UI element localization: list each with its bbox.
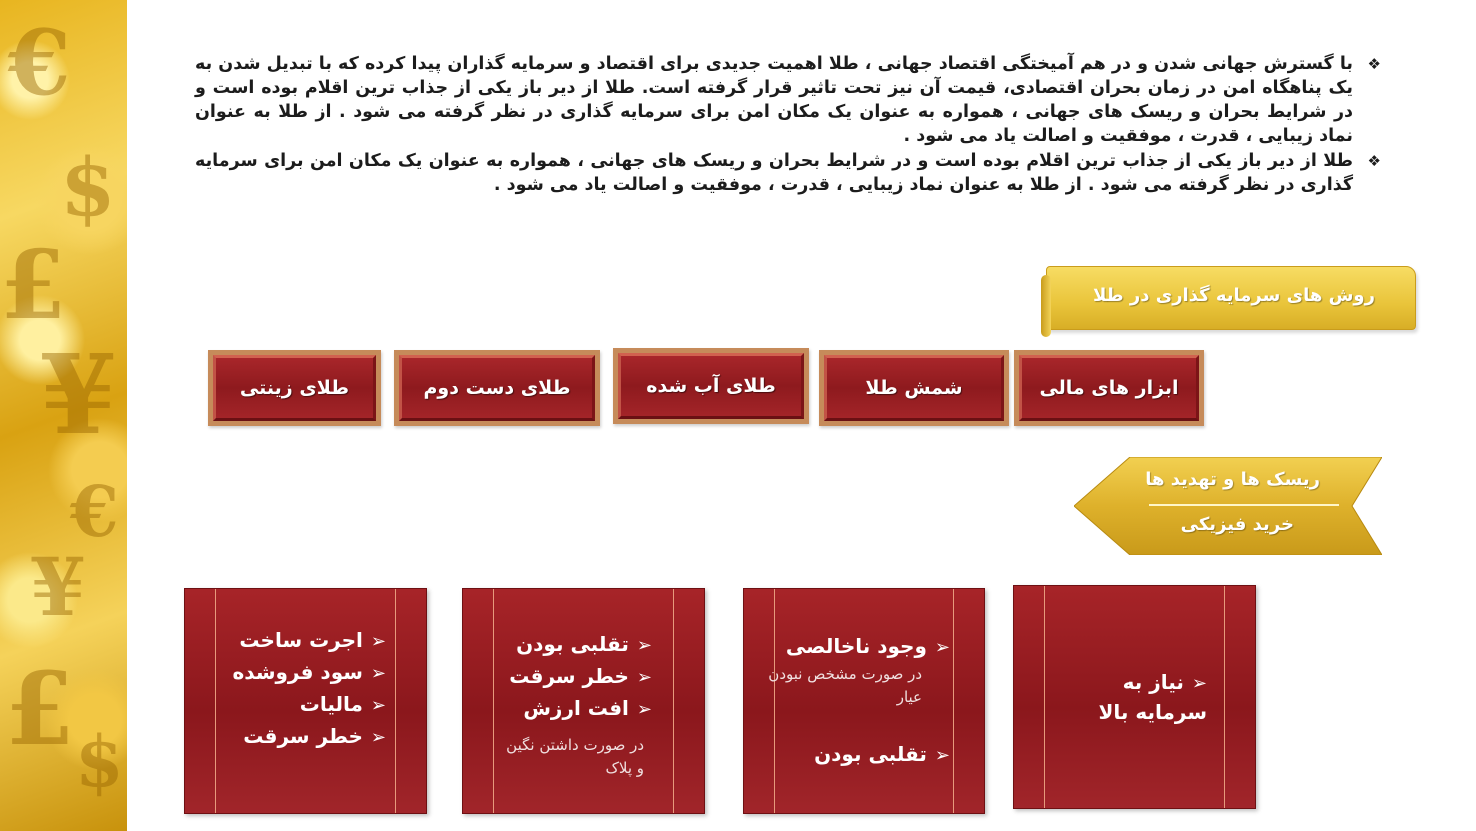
risks-arrow <box>1074 457 1382 555</box>
column-line <box>673 589 674 813</box>
arrow-bullet-icon: ➢ <box>934 745 950 766</box>
risk-note: در صورت مشخص نبودن عیار <box>768 665 922 706</box>
method-label: شمش طلا <box>865 377 963 399</box>
dollar-symbol-icon: $ <box>75 720 124 803</box>
intro-paragraph-text: طلا از دیر باز یکی از جذاب ترین اقلام بوده است و در شرایط بحران و ریسک های جهانی ، همواره به عنوان یک مکان امن برای سرمایه گذاری در نظر گرفته می شود . از طلا به عنوان نماد زیبایی ، قدرت ، موفقیت و اصالت یاد می شود . <box>195 151 1353 195</box>
method-label: طلای آب شده <box>646 375 776 397</box>
arrow-bullet-icon: ➢ <box>636 635 652 656</box>
method-melted-gold <box>613 348 809 424</box>
risk-item-text: نیاز به سرمایه بالا <box>1098 670 1207 724</box>
risk-item-text: مالیات <box>299 692 363 716</box>
method-face <box>213 355 376 421</box>
method-label: طلای دست دوم <box>423 377 571 399</box>
intro-paragraph <box>195 52 1381 148</box>
column-line <box>395 589 396 813</box>
arrow-bullet-icon: ➢ <box>370 663 386 684</box>
method-label: ابزار های مالی <box>1039 377 1179 399</box>
list-item <box>760 631 950 663</box>
diamond-bullet-icon: ❖ <box>1367 152 1381 170</box>
euro-symbol-icon: € <box>70 470 119 553</box>
banner-title: روش های سرمایه گذاری در طلا <box>1092 285 1375 306</box>
list-item <box>1047 668 1207 726</box>
euro-symbol-icon: € <box>8 10 71 116</box>
risk-box-jewelry <box>184 588 427 814</box>
pound-symbol-icon: £ <box>0 230 67 341</box>
method-jewelry-gold <box>208 350 381 426</box>
risk-list <box>760 631 950 663</box>
risk-box-financial <box>1013 585 1256 809</box>
risk-item-text: سود فروشده <box>232 660 363 684</box>
arrow-bottom-label: خرید فیزیکی <box>1180 514 1294 535</box>
list-item <box>492 693 652 725</box>
risk-item-text: تقلبی بودن <box>516 632 629 656</box>
arrow-bullet-icon: ➢ <box>1191 673 1207 694</box>
method-face <box>824 355 1004 421</box>
investment-methods-banner <box>1046 266 1416 330</box>
risk-note: در صورت داشتن نگین و پلاک <box>506 736 644 777</box>
risk-item-text: تقلبی بودن <box>814 742 927 766</box>
risk-box-bullion <box>743 588 985 814</box>
method-face <box>618 353 804 419</box>
risk-item-text: افت ارزش <box>523 696 629 720</box>
method-face <box>1019 355 1199 421</box>
column-line <box>1044 586 1045 808</box>
risk-item-text: وجود ناخالصی <box>785 634 927 658</box>
gold-currency-sidebar <box>0 0 127 831</box>
risk-item-text: اجرت ساخت <box>239 628 363 652</box>
method-financial-instruments <box>1014 350 1204 426</box>
list-item <box>492 661 652 693</box>
arrow-top-label: ریسک ها و تهدید ها <box>1145 469 1320 490</box>
arrow-bullet-icon: ➢ <box>370 695 386 716</box>
risk-box-second-hand <box>462 588 705 814</box>
diamond-bullet-icon: ❖ <box>1367 55 1381 73</box>
intro-text <box>195 52 1381 198</box>
risk-item-text: خطر سرقت <box>509 664 629 688</box>
list-item <box>216 689 386 721</box>
method-face <box>399 355 595 421</box>
intro-paragraph <box>195 149 1381 197</box>
yen-symbol-icon: ¥ <box>40 330 117 459</box>
list-item <box>492 629 652 661</box>
dollar-symbol-icon: $ <box>60 140 116 234</box>
yen-symbol-icon: ¥ <box>30 540 86 634</box>
risk-list <box>1047 668 1207 726</box>
intro-paragraph-text: با گسترش جهانی شدن و در هم آمیختگی اقتصاد جهانی ، طلا اهمیت جدیدی برای اقتصاد و سرمایه گذاران پیدا کرده که با تبدیل شدن به یک پناهگاه امن در زمان بحران اقتصادی، قیمت آن نیز تحت تاثیر قرار گرفته است. طلا از دیر باز یکی از جذاب ترین اقلام بوده است و در شرایط بحران و ریسک های جهانی ، همواره به عنوان یک مکان امن برای سرمایه گذاری در نظر گرفته می شود . از طلا به عنوان نماد زیبایی ، قدرت ، موفقیت و اصالت یاد می شود . <box>195 54 1353 146</box>
method-second-hand-gold <box>394 350 600 426</box>
list-item <box>760 739 950 771</box>
arrow-bullet-icon: ➢ <box>636 667 652 688</box>
risk-item-text: خطر سرقت <box>243 724 363 748</box>
arrow-bullet-icon: ➢ <box>934 637 950 658</box>
pound-symbol-icon: £ <box>5 650 75 768</box>
arrow-bullet-icon: ➢ <box>370 631 386 652</box>
list-item <box>216 625 386 657</box>
arrow-divider <box>1149 504 1339 506</box>
risk-list <box>760 739 950 771</box>
column-line <box>953 589 954 813</box>
risk-list <box>492 629 652 725</box>
arrow-bullet-icon: ➢ <box>370 727 386 748</box>
list-item <box>216 657 386 689</box>
list-item <box>216 721 386 753</box>
arrow-bullet-icon: ➢ <box>636 699 652 720</box>
risk-list <box>216 625 386 753</box>
method-gold-bullion <box>819 350 1009 426</box>
method-label: طلای زینتی <box>239 377 350 399</box>
column-line <box>1224 586 1225 808</box>
